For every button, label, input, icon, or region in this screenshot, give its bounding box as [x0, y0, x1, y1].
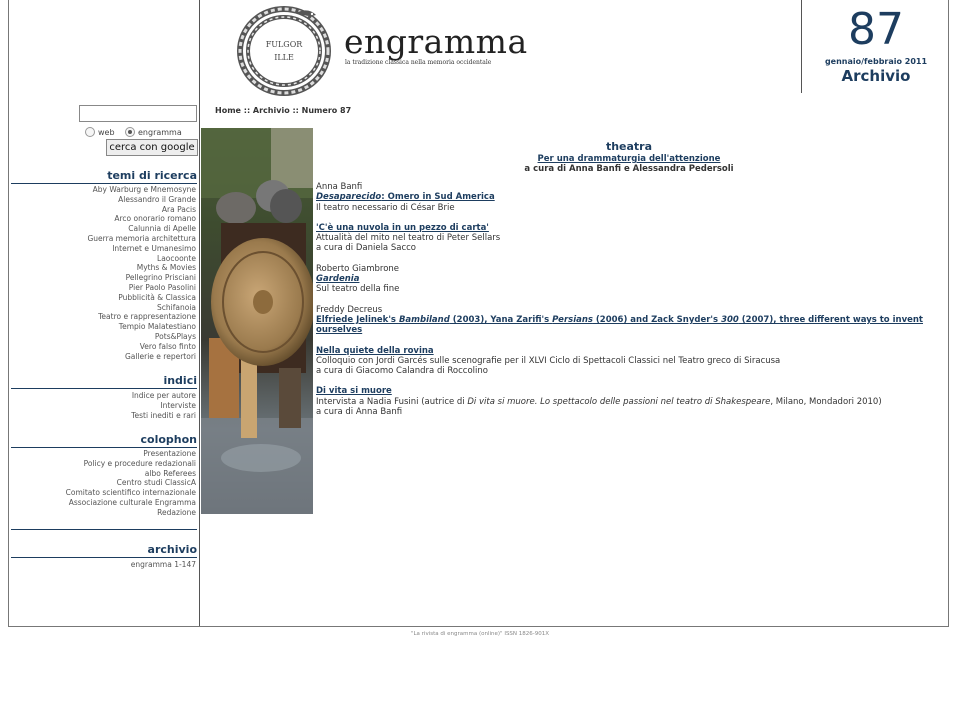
- sidebar-link[interactable]: Myths & Movies: [136, 263, 196, 273]
- sidebar-link[interactable]: Arco onorario romano: [114, 214, 196, 224]
- list-item: [316, 182, 936, 213]
- sidebar-link[interactable]: Associazione culturale Engramma: [68, 497, 196, 507]
- ouroboros-logo[interactable]: [236, 5, 333, 97]
- search-button[interactable]: cerca con google: [106, 139, 198, 156]
- issue-box: [801, 0, 950, 93]
- sidebar-link[interactable]: Policy e procedure redazionali: [83, 458, 196, 468]
- entry-title-link[interactable]: Di vita si muore: [316, 386, 392, 397]
- entry-title-italic: Desaparecido: [316, 192, 382, 203]
- sidebar-link[interactable]: Pots&Plays: [154, 331, 196, 341]
- issue-section: Archivio: [841, 67, 911, 85]
- entry-desc-italic: Di vita si muore. Lo spettacolo delle passioni nel teatro di Shakespeare: [467, 396, 771, 407]
- breadcrumb[interactable]: Home :: Archivio :: Numero 87: [215, 106, 352, 115]
- entry-title-link[interactable]: 'C'è una nuvola in un pezzo di carta': [316, 222, 489, 233]
- entry-title-text: : Omero in Sud America: [381, 192, 495, 203]
- list-item: [316, 223, 936, 254]
- list-item: [316, 305, 936, 336]
- entry-editor: a cura di Anna Banfi: [316, 407, 403, 418]
- article-subtitle-link[interactable]: Per una drammaturgia dell'attenzione: [537, 154, 721, 164]
- sidebar-link[interactable]: Laocoonte: [157, 253, 196, 263]
- radio-web-button[interactable]: [85, 127, 95, 137]
- entry-title-part: (2006) and Zack Snyder's: [592, 314, 722, 325]
- sidebar: [9, 0, 200, 626]
- entry-title-link[interactable]: [316, 274, 936, 284]
- footer-issn: "La rivista di engramma (online)" ISSN 1826-901X: [410, 631, 550, 637]
- entry-description: Colloquio con Jordi Garcés sulle scenografie per il XLVI Ciclo di Spettacoli Classici nel Teatro greco di Siracusa: [316, 355, 781, 366]
- entry-desc-part: , Milano, Mondadori 2010): [770, 396, 882, 407]
- entry-title-part: Elfriede Jelinek's: [316, 314, 399, 325]
- article-title: theatra: [605, 140, 653, 153]
- sidebar-link[interactable]: Aby Warburg e Mnemosyne: [92, 185, 196, 194]
- sidebar-link[interactable]: Schifanoia: [157, 302, 196, 312]
- sidebar-divider: [11, 529, 197, 530]
- entry-title-link[interactable]: Nella quiete della rovina: [316, 345, 434, 356]
- sidebar-link[interactable]: Pubblicità & Classica: [118, 292, 196, 302]
- sidebar-link[interactable]: engramma 1-147: [130, 560, 196, 569]
- entry-author: Anna Banfi: [316, 182, 363, 192]
- entry-title-link[interactable]: [316, 315, 936, 336]
- sidebar-link[interactable]: Gallerie e repertori: [124, 351, 196, 361]
- sidebar-link[interactable]: Centro studi ClassicA: [116, 478, 196, 488]
- site-brand[interactable]: engramma: [344, 22, 528, 61]
- article-header: [314, 140, 944, 174]
- sidebar-link[interactable]: Indice per autore: [131, 391, 196, 400]
- section-archivio: archivio: [11, 543, 197, 558]
- radio-engramma-button[interactable]: [125, 127, 135, 137]
- emblem-text-2: ILLE: [274, 53, 294, 62]
- list-item: [316, 386, 936, 417]
- radio-engramma[interactable]: [125, 127, 182, 137]
- entry-title-italic: Gardenia: [316, 274, 360, 285]
- issue-date: gennaio/febbraio 2011: [824, 57, 928, 66]
- entry-title-italic: 300: [721, 314, 739, 325]
- entry-title-link[interactable]: [316, 192, 936, 202]
- search-input[interactable]: [79, 105, 197, 122]
- sidebar-link[interactable]: Presentazione: [143, 449, 196, 458]
- issue-number: 87: [848, 4, 904, 55]
- archivio-menu: [10, 560, 196, 570]
- sidebar-link[interactable]: Tempio Malatestiano: [118, 322, 196, 332]
- sidebar-link[interactable]: Pier Paolo Pasolini: [128, 282, 196, 292]
- page-frame: [8, 0, 949, 627]
- entry-description: Sul teatro della fine: [316, 284, 400, 295]
- entry-list: [316, 182, 936, 427]
- colophon-menu: [10, 449, 196, 518]
- entry-title-part: (2003), Yana Zarifi's: [449, 314, 553, 325]
- entry-author: Freddy Decreus: [316, 304, 383, 315]
- sidebar-link[interactable]: Testi inediti e rari: [131, 410, 196, 420]
- theatre-photo: [201, 128, 313, 514]
- sidebar-link[interactable]: Alessandro il Grande: [118, 194, 196, 204]
- sidebar-link[interactable]: Ara Pacis: [161, 204, 196, 214]
- emblem-text-1: FULGOR: [265, 40, 303, 49]
- section-temi-di-ricerca: temi di ricerca: [11, 169, 197, 184]
- sidebar-link[interactable]: Teatro e rappresentazione: [98, 312, 196, 322]
- sidebar-link[interactable]: Interviste: [160, 400, 196, 410]
- sidebar-link[interactable]: Internet e Umanesimo: [112, 243, 196, 253]
- temi-menu: [10, 185, 196, 361]
- sidebar-link[interactable]: Guerra memoria architettura: [87, 233, 196, 243]
- entry-title-italic: Bambiland: [398, 314, 450, 325]
- sidebar-link[interactable]: Pellegrino Prisciani: [125, 273, 196, 283]
- article-editors: a cura di Anna Banfi e Alessandra Pedersoli: [524, 164, 734, 174]
- indici-menu: [10, 391, 196, 420]
- entry-title-italic: Persians: [552, 314, 593, 325]
- sidebar-link[interactable]: Comitato scientifico internazionale: [65, 488, 196, 498]
- entry-editor: a cura di Daniela Sacco: [316, 243, 416, 254]
- sidebar-link[interactable]: Vero falso finto: [139, 341, 196, 351]
- entry-editor: a cura di Giacomo Calandra di Roccolino: [316, 366, 488, 377]
- sidebar-link[interactable]: Calunnia di Apelle: [128, 224, 196, 234]
- entry-description: Il teatro necessario di César Brie: [316, 202, 455, 213]
- section-indici: indici: [11, 374, 197, 389]
- site-tagline: la tradizione classica nella memoria occidentale: [345, 59, 492, 66]
- entry-description: Attualità del mito nel teatro di Peter Sellars: [316, 233, 501, 244]
- entry-desc-part: Intervista a Nadia Fusini (autrice di: [316, 396, 468, 407]
- radio-engramma-label: engramma: [138, 127, 182, 137]
- radio-web-label: web: [98, 127, 115, 137]
- entry-author: Roberto Giambrone: [316, 263, 400, 274]
- sidebar-link[interactable]: Redazione: [157, 507, 196, 517]
- entry-description: [316, 397, 936, 407]
- section-colophon: colophon: [11, 433, 197, 448]
- sidebar-link[interactable]: albo Referees: [144, 468, 196, 478]
- list-item: [316, 346, 936, 377]
- radio-web[interactable]: [85, 127, 115, 137]
- entry-title-part: (2007), three different ways to invent ourselves: [316, 314, 923, 336]
- list-item: [316, 264, 936, 295]
